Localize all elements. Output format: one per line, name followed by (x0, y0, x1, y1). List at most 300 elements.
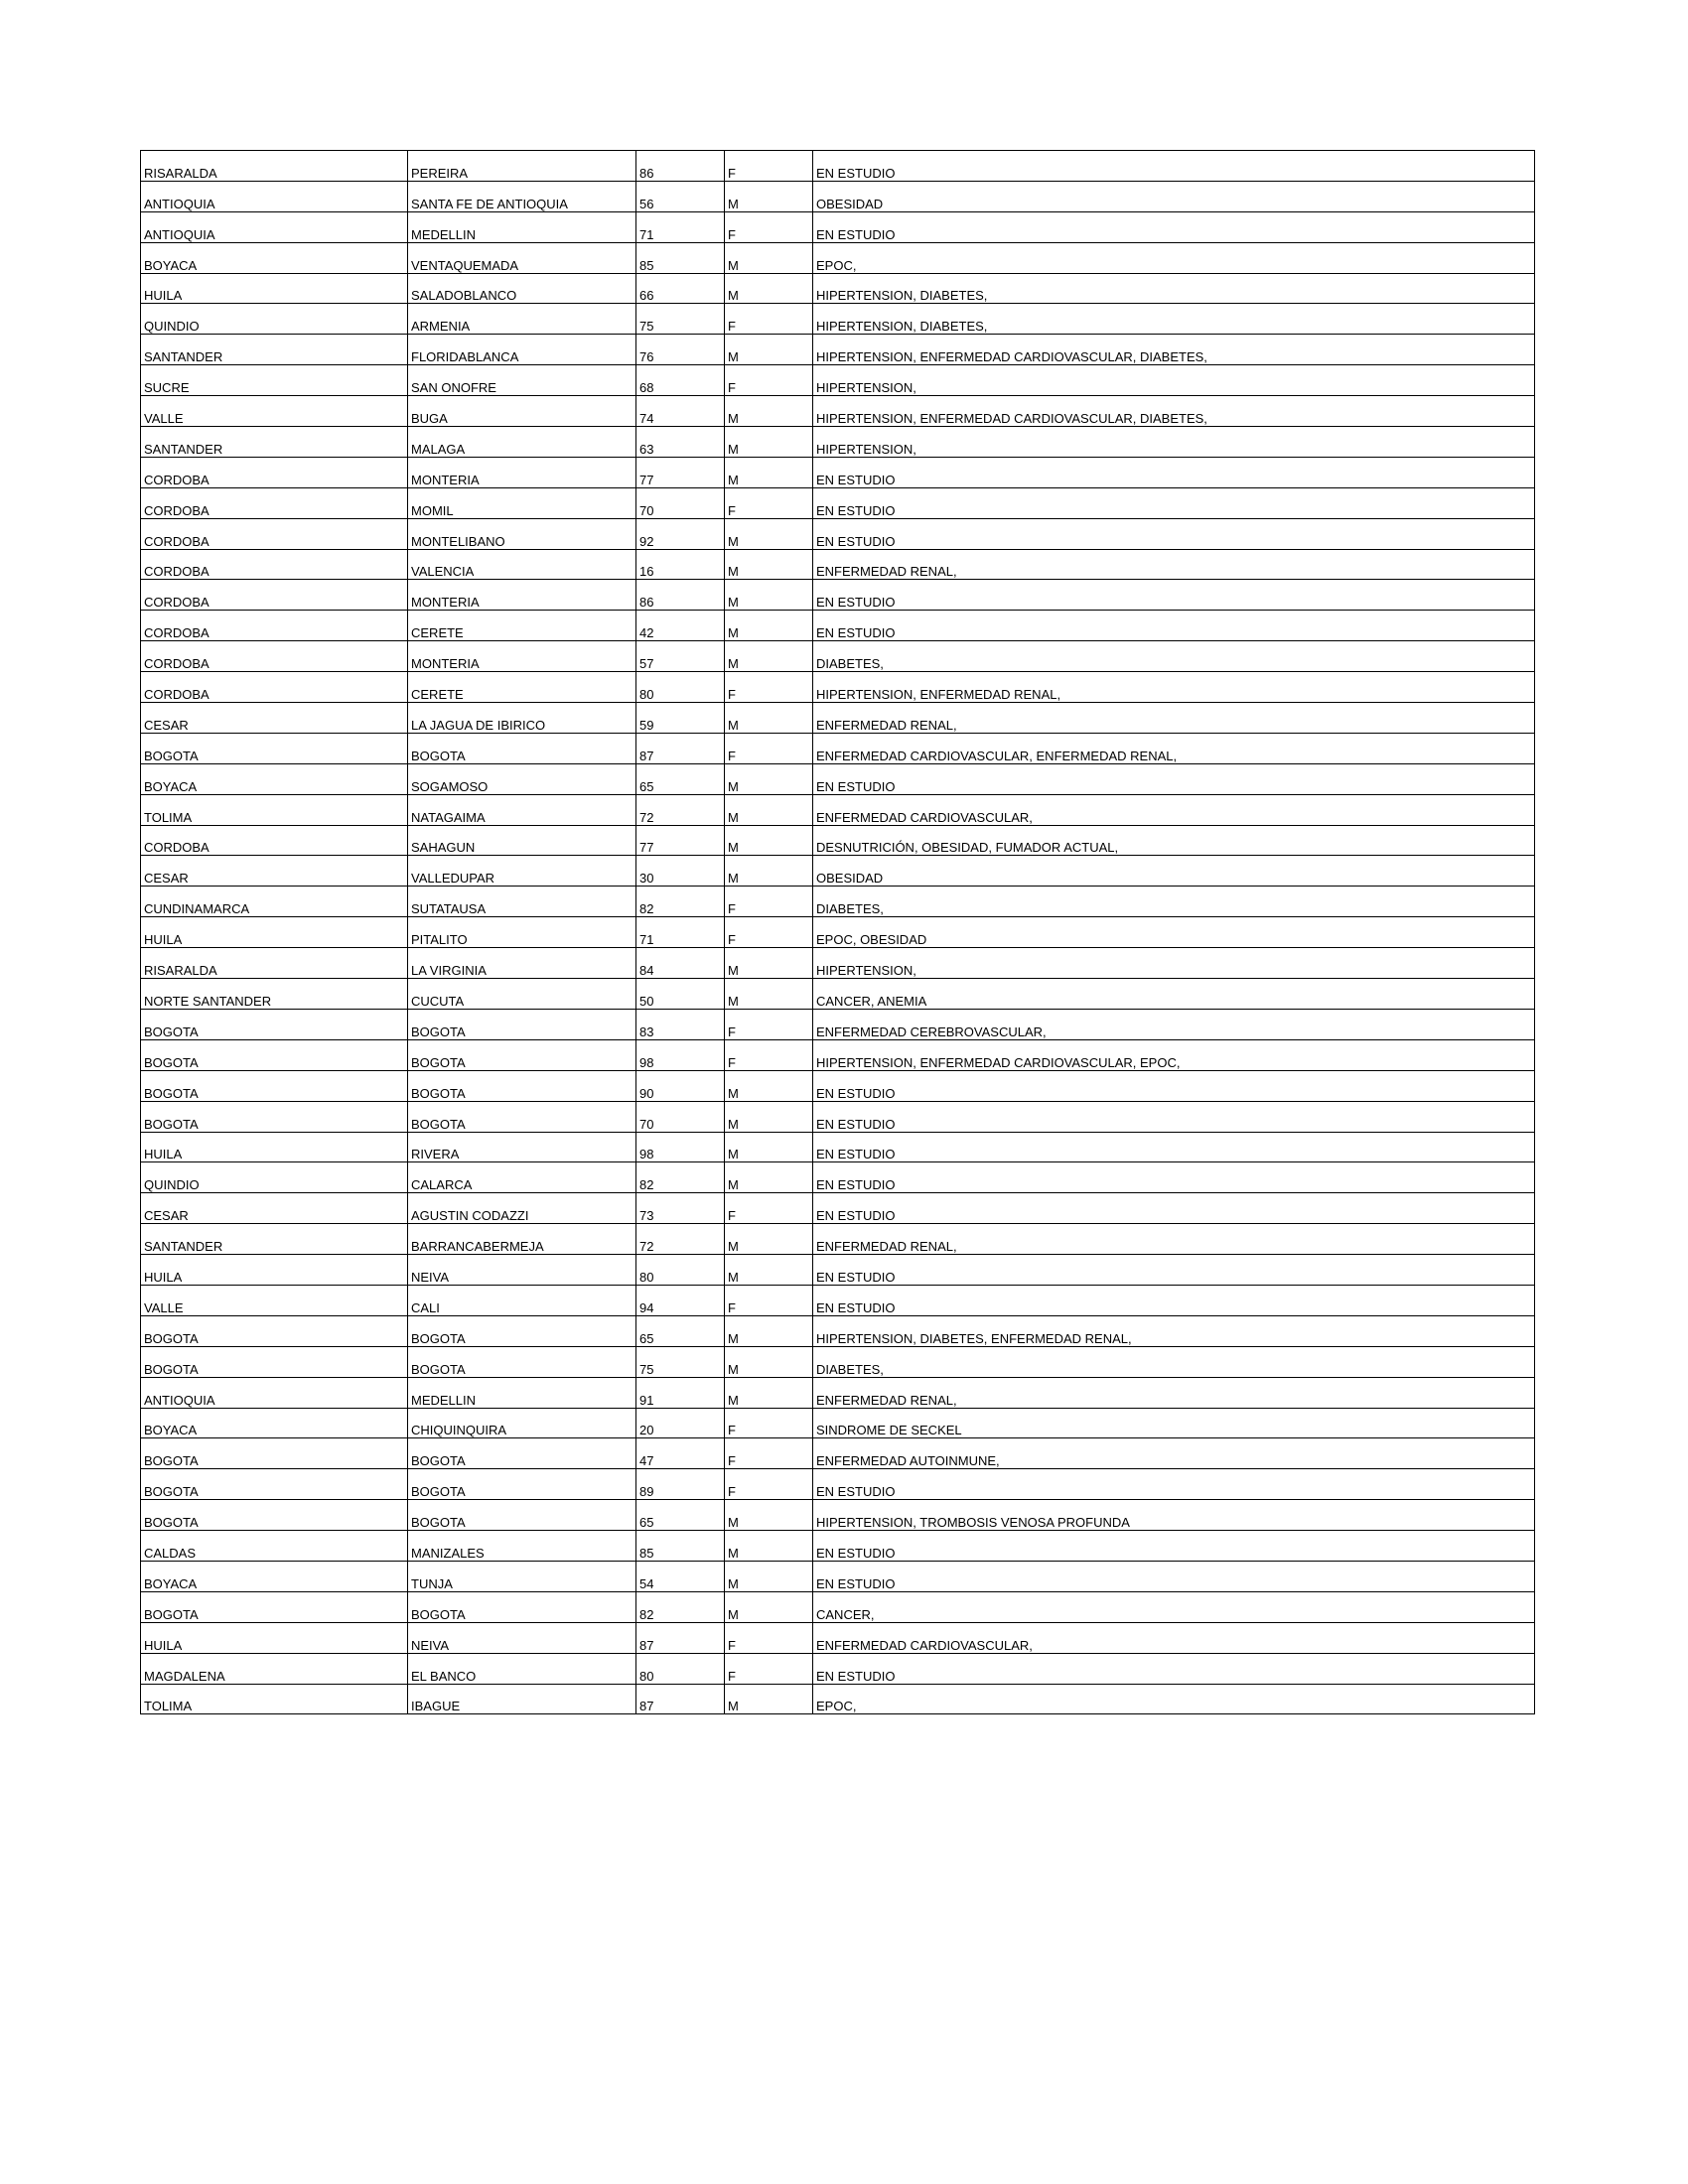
sex-cell: M (725, 1255, 813, 1286)
sex-cell: M (725, 1531, 813, 1562)
condition-cell: HIPERTENSION, ENFERMEDAD CARDIOVASCULAR, EPOC, (813, 1039, 1535, 1070)
department-cell: CORDOBA (141, 672, 408, 703)
department-cell: BOGOTA (141, 733, 408, 763)
sex-cell: M (725, 856, 813, 887)
sex-cell: M (725, 1162, 813, 1193)
condition-cell: ENFERMEDAD CARDIOVASCULAR, (813, 1622, 1535, 1653)
table-row (141, 1132, 1535, 1162)
sex-cell: M (725, 979, 813, 1010)
sex-cell: M (725, 641, 813, 672)
condition-cell: EN ESTUDIO (813, 211, 1535, 242)
municipality-cell: CALI (408, 1285, 636, 1315)
table-body (141, 151, 1535, 1714)
sex-cell: F (725, 1622, 813, 1653)
department-cell: CORDOBA (141, 549, 408, 580)
condition-cell: EN ESTUDIO (813, 580, 1535, 611)
age-cell: 76 (636, 335, 725, 365)
age-cell: 91 (636, 1377, 725, 1408)
sex-cell: F (725, 1193, 813, 1224)
sex-cell: M (725, 1132, 813, 1162)
condition-cell: OBESIDAD (813, 856, 1535, 887)
table-row (141, 487, 1535, 518)
age-cell: 87 (636, 733, 725, 763)
municipality-cell: IBAGUE (408, 1684, 636, 1714)
age-cell: 92 (636, 518, 725, 549)
sex-cell: M (725, 703, 813, 734)
age-cell: 80 (636, 672, 725, 703)
condition-cell: EN ESTUDIO (813, 1070, 1535, 1101)
department-cell: CUNDINAMARCA (141, 887, 408, 917)
department-cell: BOGOTA (141, 1315, 408, 1346)
municipality-cell: NATAGAIMA (408, 794, 636, 825)
department-cell: BOGOTA (141, 1438, 408, 1469)
table-row (141, 1285, 1535, 1315)
department-cell: ANTIOQUIA (141, 1377, 408, 1408)
municipality-cell: LA VIRGINIA (408, 948, 636, 979)
age-cell: 80 (636, 1653, 725, 1684)
department-cell: BOYACA (141, 1408, 408, 1438)
sex-cell: F (725, 1653, 813, 1684)
sex-cell: M (725, 396, 813, 427)
condition-cell: EN ESTUDIO (813, 1285, 1535, 1315)
condition-cell: EN ESTUDIO (813, 1193, 1535, 1224)
table-row (141, 1377, 1535, 1408)
age-cell: 90 (636, 1070, 725, 1101)
age-cell: 66 (636, 273, 725, 304)
age-cell: 70 (636, 1101, 725, 1132)
municipality-cell: EL BANCO (408, 1653, 636, 1684)
municipality-cell: NEIVA (408, 1255, 636, 1286)
age-cell: 80 (636, 1255, 725, 1286)
age-cell: 98 (636, 1039, 725, 1070)
municipality-cell: FLORIDABLANCA (408, 335, 636, 365)
table-row (141, 304, 1535, 335)
municipality-cell: CUCUTA (408, 979, 636, 1010)
age-cell: 20 (636, 1408, 725, 1438)
age-cell: 89 (636, 1469, 725, 1500)
condition-cell: SINDROME DE SECKEL (813, 1408, 1535, 1438)
sex-cell: M (725, 1500, 813, 1531)
sex-cell: M (725, 1377, 813, 1408)
department-cell: CORDOBA (141, 487, 408, 518)
municipality-cell: VALLEDUPAR (408, 856, 636, 887)
table-row (141, 979, 1535, 1010)
condition-cell: EN ESTUDIO (813, 518, 1535, 549)
age-cell: 54 (636, 1561, 725, 1591)
table-row (141, 457, 1535, 487)
table-row (141, 1653, 1535, 1684)
table-row (141, 1193, 1535, 1224)
condition-cell: HIPERTENSION, ENFERMEDAD CARDIOVASCULAR, DIABETES, (813, 396, 1535, 427)
sex-cell: M (725, 549, 813, 580)
municipality-cell: MONTERIA (408, 580, 636, 611)
sex-cell: M (725, 518, 813, 549)
department-cell: BOGOTA (141, 1039, 408, 1070)
department-cell: ANTIOQUIA (141, 181, 408, 211)
cases-table (140, 150, 1535, 1714)
municipality-cell: SAN ONOFRE (408, 365, 636, 396)
department-cell: BOYACA (141, 242, 408, 273)
department-cell: CESAR (141, 856, 408, 887)
sex-cell: M (725, 580, 813, 611)
sex-cell: M (725, 335, 813, 365)
sex-cell: M (725, 457, 813, 487)
table-row (141, 1531, 1535, 1562)
municipality-cell: MONTERIA (408, 641, 636, 672)
municipality-cell: MONTERIA (408, 457, 636, 487)
department-cell: QUINDIO (141, 304, 408, 335)
age-cell: 47 (636, 1438, 725, 1469)
condition-cell: HIPERTENSION, DIABETES, (813, 273, 1535, 304)
sex-cell: F (725, 1408, 813, 1438)
table-row (141, 181, 1535, 211)
department-cell: SUCRE (141, 365, 408, 396)
age-cell: 59 (636, 703, 725, 734)
municipality-cell: SOGAMOSO (408, 763, 636, 794)
table-row (141, 917, 1535, 948)
sex-cell: M (725, 427, 813, 458)
municipality-cell: PEREIRA (408, 151, 636, 182)
municipality-cell: MEDELLIN (408, 211, 636, 242)
table-row (141, 1591, 1535, 1622)
age-cell: 87 (636, 1684, 725, 1714)
table-row (141, 1162, 1535, 1193)
condition-cell: EPOC, OBESIDAD (813, 917, 1535, 948)
table-row (141, 427, 1535, 458)
table-row (141, 1408, 1535, 1438)
municipality-cell: BOGOTA (408, 1101, 636, 1132)
sex-cell: F (725, 1438, 813, 1469)
sex-cell: M (725, 1591, 813, 1622)
municipality-cell: NEIVA (408, 1622, 636, 1653)
condition-cell: EN ESTUDIO (813, 611, 1535, 641)
condition-cell: CANCER, ANEMIA (813, 979, 1535, 1010)
table-row (141, 396, 1535, 427)
municipality-cell: BOGOTA (408, 1070, 636, 1101)
sex-cell: F (725, 1469, 813, 1500)
department-cell: CESAR (141, 1193, 408, 1224)
municipality-cell: BOGOTA (408, 1315, 636, 1346)
sex-cell: F (725, 672, 813, 703)
condition-cell: ENFERMEDAD CARDIOVASCULAR, ENFERMEDAD RENAL, (813, 733, 1535, 763)
sex-cell: M (725, 611, 813, 641)
sex-cell: M (725, 825, 813, 856)
condition-cell: EN ESTUDIO (813, 151, 1535, 182)
department-cell: VALLE (141, 1285, 408, 1315)
table-row (141, 151, 1535, 182)
age-cell: 30 (636, 856, 725, 887)
sex-cell: M (725, 242, 813, 273)
table-row (141, 1255, 1535, 1286)
age-cell: 70 (636, 487, 725, 518)
sex-cell: M (725, 1070, 813, 1101)
condition-cell: HIPERTENSION, ENFERMEDAD CARDIOVASCULAR, DIABETES, (813, 335, 1535, 365)
condition-cell: ENFERMEDAD CARDIOVASCULAR, (813, 794, 1535, 825)
condition-cell: ENFERMEDAD AUTOINMUNE, (813, 1438, 1535, 1469)
table-row (141, 1622, 1535, 1653)
municipality-cell: SUTATAUSA (408, 887, 636, 917)
age-cell: 85 (636, 242, 725, 273)
condition-cell: HIPERTENSION, ENFERMEDAD RENAL, (813, 672, 1535, 703)
condition-cell: OBESIDAD (813, 181, 1535, 211)
condition-cell: EN ESTUDIO (813, 1162, 1535, 1193)
table-row (141, 794, 1535, 825)
condition-cell: DIABETES, (813, 641, 1535, 672)
sex-cell: F (725, 1009, 813, 1039)
sex-cell: F (725, 304, 813, 335)
age-cell: 82 (636, 1162, 725, 1193)
department-cell: HUILA (141, 1132, 408, 1162)
department-cell: RISARALDA (141, 948, 408, 979)
sex-cell: F (725, 917, 813, 948)
condition-cell: EPOC, (813, 1684, 1535, 1714)
department-cell: CESAR (141, 703, 408, 734)
age-cell: 71 (636, 917, 725, 948)
municipality-cell: BOGOTA (408, 1009, 636, 1039)
table-row (141, 887, 1535, 917)
municipality-cell: BARRANCABERMEJA (408, 1224, 636, 1255)
municipality-cell: LA JAGUA DE IBIRICO (408, 703, 636, 734)
municipality-cell: BOGOTA (408, 1591, 636, 1622)
condition-cell: HIPERTENSION, (813, 948, 1535, 979)
condition-cell: EN ESTUDIO (813, 1561, 1535, 1591)
age-cell: 77 (636, 457, 725, 487)
condition-cell: HIPERTENSION, DIABETES, (813, 304, 1535, 335)
sex-cell: M (725, 181, 813, 211)
age-cell: 65 (636, 1500, 725, 1531)
condition-cell: EN ESTUDIO (813, 1469, 1535, 1500)
age-cell: 57 (636, 641, 725, 672)
table-row (141, 1684, 1535, 1714)
age-cell: 82 (636, 1591, 725, 1622)
age-cell: 73 (636, 1193, 725, 1224)
table-row (141, 1070, 1535, 1101)
age-cell: 82 (636, 887, 725, 917)
municipality-cell: BOGOTA (408, 733, 636, 763)
age-cell: 74 (636, 396, 725, 427)
table-row (141, 1469, 1535, 1500)
condition-cell: DIABETES, (813, 1346, 1535, 1377)
age-cell: 98 (636, 1132, 725, 1162)
sex-cell: F (725, 487, 813, 518)
municipality-cell: CALARCA (408, 1162, 636, 1193)
table-row (141, 211, 1535, 242)
sex-cell: M (725, 1315, 813, 1346)
condition-cell: EN ESTUDIO (813, 457, 1535, 487)
table-row (141, 703, 1535, 734)
department-cell: TOLIMA (141, 1684, 408, 1714)
municipality-cell: BOGOTA (408, 1438, 636, 1469)
table-row (141, 549, 1535, 580)
municipality-cell: PITALITO (408, 917, 636, 948)
municipality-cell: CERETE (408, 672, 636, 703)
condition-cell: HIPERTENSION, (813, 427, 1535, 458)
condition-cell: ENFERMEDAD RENAL, (813, 1224, 1535, 1255)
table-row (141, 273, 1535, 304)
sex-cell: M (725, 794, 813, 825)
municipality-cell: MEDELLIN (408, 1377, 636, 1408)
sex-cell: F (725, 1039, 813, 1070)
municipality-cell: SANTA FE DE ANTIOQUIA (408, 181, 636, 211)
condition-cell: ENFERMEDAD RENAL, (813, 1377, 1535, 1408)
table-row (141, 1039, 1535, 1070)
table-row (141, 580, 1535, 611)
age-cell: 63 (636, 427, 725, 458)
department-cell: TOLIMA (141, 794, 408, 825)
table-row (141, 611, 1535, 641)
department-cell: ANTIOQUIA (141, 211, 408, 242)
sex-cell: M (725, 948, 813, 979)
age-cell: 77 (636, 825, 725, 856)
condition-cell: HIPERTENSION, TROMBOSIS VENOSA PROFUNDA (813, 1500, 1535, 1531)
department-cell: BOGOTA (141, 1346, 408, 1377)
department-cell: SANTANDER (141, 427, 408, 458)
sex-cell: F (725, 733, 813, 763)
age-cell: 56 (636, 181, 725, 211)
age-cell: 86 (636, 580, 725, 611)
age-cell: 85 (636, 1531, 725, 1562)
age-cell: 65 (636, 1315, 725, 1346)
department-cell: BOGOTA (141, 1500, 408, 1531)
age-cell: 72 (636, 794, 725, 825)
table-row (141, 1346, 1535, 1377)
municipality-cell: BOGOTA (408, 1500, 636, 1531)
age-cell: 65 (636, 763, 725, 794)
table-row (141, 242, 1535, 273)
table-row (141, 763, 1535, 794)
condition-cell: EN ESTUDIO (813, 487, 1535, 518)
municipality-cell: SALADOBLANCO (408, 273, 636, 304)
age-cell: 72 (636, 1224, 725, 1255)
municipality-cell: ARMENIA (408, 304, 636, 335)
table-row (141, 335, 1535, 365)
sex-cell: F (725, 211, 813, 242)
department-cell: CORDOBA (141, 518, 408, 549)
age-cell: 83 (636, 1009, 725, 1039)
condition-cell: HIPERTENSION, DIABETES, ENFERMEDAD RENAL, (813, 1315, 1535, 1346)
department-cell: CORDOBA (141, 457, 408, 487)
table-row (141, 365, 1535, 396)
department-cell: BOGOTA (141, 1070, 408, 1101)
municipality-cell: BOGOTA (408, 1039, 636, 1070)
condition-cell: ENFERMEDAD RENAL, (813, 549, 1535, 580)
table-row (141, 1438, 1535, 1469)
department-cell: BOGOTA (141, 1591, 408, 1622)
age-cell: 75 (636, 304, 725, 335)
municipality-cell: RIVERA (408, 1132, 636, 1162)
department-cell: CORDOBA (141, 611, 408, 641)
table-row (141, 1101, 1535, 1132)
municipality-cell: BOGOTA (408, 1346, 636, 1377)
sex-cell: M (725, 1346, 813, 1377)
department-cell: VALLE (141, 396, 408, 427)
table-row (141, 1009, 1535, 1039)
sex-cell: M (725, 1101, 813, 1132)
condition-cell: EN ESTUDIO (813, 1255, 1535, 1286)
age-cell: 16 (636, 549, 725, 580)
sex-cell: F (725, 151, 813, 182)
department-cell: QUINDIO (141, 1162, 408, 1193)
condition-cell: EN ESTUDIO (813, 763, 1535, 794)
department-cell: CORDOBA (141, 641, 408, 672)
municipality-cell: SAHAGUN (408, 825, 636, 856)
age-cell: 71 (636, 211, 725, 242)
sex-cell: F (725, 887, 813, 917)
table-row (141, 1224, 1535, 1255)
sex-cell: M (725, 1684, 813, 1714)
condition-cell: CANCER, (813, 1591, 1535, 1622)
table-row (141, 856, 1535, 887)
sex-cell: M (725, 1224, 813, 1255)
municipality-cell: VALENCIA (408, 549, 636, 580)
table-row (141, 518, 1535, 549)
age-cell: 75 (636, 1346, 725, 1377)
age-cell: 84 (636, 948, 725, 979)
municipality-cell: MALAGA (408, 427, 636, 458)
municipality-cell: CHIQUINQUIRA (408, 1408, 636, 1438)
table-row (141, 672, 1535, 703)
age-cell: 42 (636, 611, 725, 641)
condition-cell: HIPERTENSION, (813, 365, 1535, 396)
department-cell: BOGOTA (141, 1469, 408, 1500)
department-cell: CORDOBA (141, 580, 408, 611)
department-cell: BOYACA (141, 763, 408, 794)
table-row (141, 1561, 1535, 1591)
table-row (141, 641, 1535, 672)
condition-cell: ENFERMEDAD RENAL, (813, 703, 1535, 734)
condition-cell: EN ESTUDIO (813, 1531, 1535, 1562)
sex-cell: F (725, 1285, 813, 1315)
sex-cell: M (725, 1561, 813, 1591)
municipality-cell: BOGOTA (408, 1469, 636, 1500)
municipality-cell: VENTAQUEMADA (408, 242, 636, 273)
department-cell: HUILA (141, 1255, 408, 1286)
table-row (141, 948, 1535, 979)
department-cell: HUILA (141, 917, 408, 948)
municipality-cell: MOMIL (408, 487, 636, 518)
department-cell: CORDOBA (141, 825, 408, 856)
sex-cell: F (725, 365, 813, 396)
condition-cell: EN ESTUDIO (813, 1653, 1535, 1684)
age-cell: 94 (636, 1285, 725, 1315)
sex-cell: M (725, 763, 813, 794)
department-cell: SANTANDER (141, 335, 408, 365)
age-cell: 87 (636, 1622, 725, 1653)
department-cell: BOGOTA (141, 1101, 408, 1132)
age-cell: 50 (636, 979, 725, 1010)
municipality-cell: TUNJA (408, 1561, 636, 1591)
department-cell: MAGDALENA (141, 1653, 408, 1684)
department-cell: SANTANDER (141, 1224, 408, 1255)
municipality-cell: MANIZALES (408, 1531, 636, 1562)
department-cell: RISARALDA (141, 151, 408, 182)
table-row (141, 1315, 1535, 1346)
condition-cell: EN ESTUDIO (813, 1132, 1535, 1162)
department-cell: NORTE SANTANDER (141, 979, 408, 1010)
condition-cell: ENFERMEDAD CEREBROVASCULAR, (813, 1009, 1535, 1039)
municipality-cell: AGUSTIN CODAZZI (408, 1193, 636, 1224)
table-row (141, 733, 1535, 763)
municipality-cell: CERETE (408, 611, 636, 641)
department-cell: HUILA (141, 273, 408, 304)
condition-cell: DIABETES, (813, 887, 1535, 917)
condition-cell: DESNUTRICIÓN, OBESIDAD, FUMADOR ACTUAL, (813, 825, 1535, 856)
municipality-cell: MONTELIBANO (408, 518, 636, 549)
age-cell: 86 (636, 151, 725, 182)
department-cell: BOGOTA (141, 1009, 408, 1039)
condition-cell: EPOC, (813, 242, 1535, 273)
municipality-cell: BUGA (408, 396, 636, 427)
